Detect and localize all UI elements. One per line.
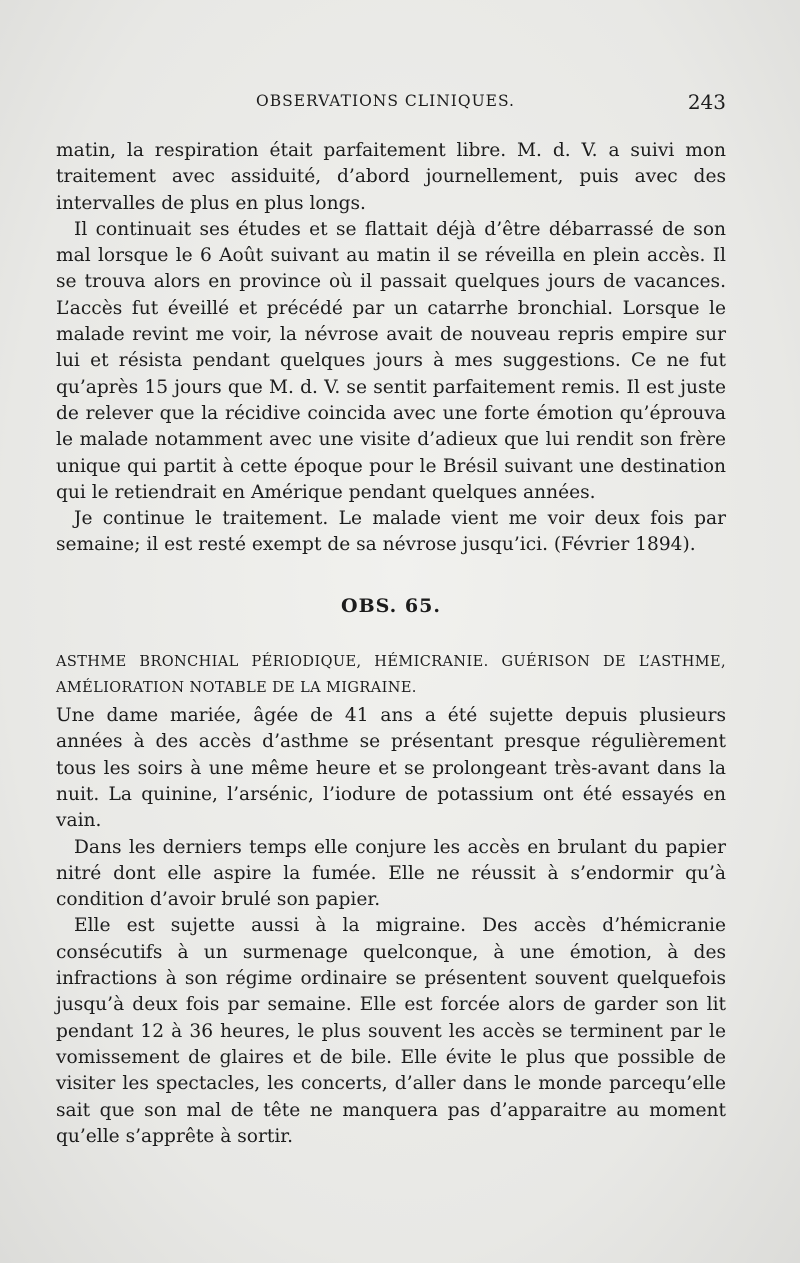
paragraph: Elle est sujette aussi à la migraine. Des accès d’hémicranie consécutifs à un surmenage quelconque, à une émotion, à des infractions à son régime ordinaire se présentent souvent quelquefois jusqu’à deux fois par semaine. Elle est forcée alors de garder son lit pendant 12 à 36 heures, le plus souvent les accès se terminent par le vomissement de glaires et de bile. Elle évite le plus que possible de visiter les spectacles, les concerts, d’aller dans le monde parcequ’elle sait que son mal de tête ne manquera pas d’apparaitre au moment qu’elle s’apprête à sortir. xyxy=(56,915,726,1147)
page-number: 243 xyxy=(687,90,726,114)
body-text xyxy=(56,138,726,1150)
paragraph: Dans les derniers temps elle conjure les accès en brulant du papier nitré dont elle aspire la fumée. Elle ne réussit à s’endormir qu’à condition d’avoir brulé son papier. xyxy=(56,836,726,911)
paragraph: Il continuait ses études et se flattait déjà d’être débarrassé de son mal lorsque le 6 Août suivant au matin il se réveilla en plein accès. Il se trouva alors en province où il passait quelques jours de vacances. L’accès fut éveillé et précédé par un catarrhe bronchial. Lorsque le malade revint me voir, la névrose avait de nouveau repris empire sur lui et résista pendant quelques jours à mes suggestions. Ce ne fut qu’après 15 jours que M. d. V. se sentit parfaitement remis. Il est juste de relever que la récidive coincida avec une forte émotion qu’éprouva le malade notamment avec une visite d’adieux que lui rendit son frère unique qui partit à cette époque pour le Brésil suivant une destination qui le retiendrait en Amérique pendant quelques années. xyxy=(56,218,726,503)
paragraph: Une dame mariée, âgée de 41 ans a été sujette depuis plusieurs années à des accès d’asthme se présentant presque régulièrement tous les soirs à une même heure et se prolongeant très-avant dans la nuit. La quinine, l’arsénic, l’iodure de potassium ont été essayés en vain. xyxy=(56,705,726,832)
paragraph: Je continue le traitement. Le malade vient me voir deux fois par semaine; il est resté exempt de sa névrose jusqu’ici. (Février 1894). xyxy=(56,508,726,556)
observation-heading: OBS. 65. xyxy=(341,594,441,617)
paragraph: matin, la respiration était parfaitement libre. M. d. V. a suivi mon traitement avec assiduité, d’abord journellement, puis avec des intervalles de plus en plus longs. xyxy=(56,140,726,214)
observation-title: ASTHME BRONCHIAL PÉRIODIQUE, HÉMICRANIE. GUÉRISON DE L’ASTHME, AMÉLIORATION NOTABLE DE LA MIGRAINE. xyxy=(56,654,726,697)
running-head: OBSERVATIONS CLINIQUES. xyxy=(256,92,515,110)
page-header xyxy=(56,92,726,122)
